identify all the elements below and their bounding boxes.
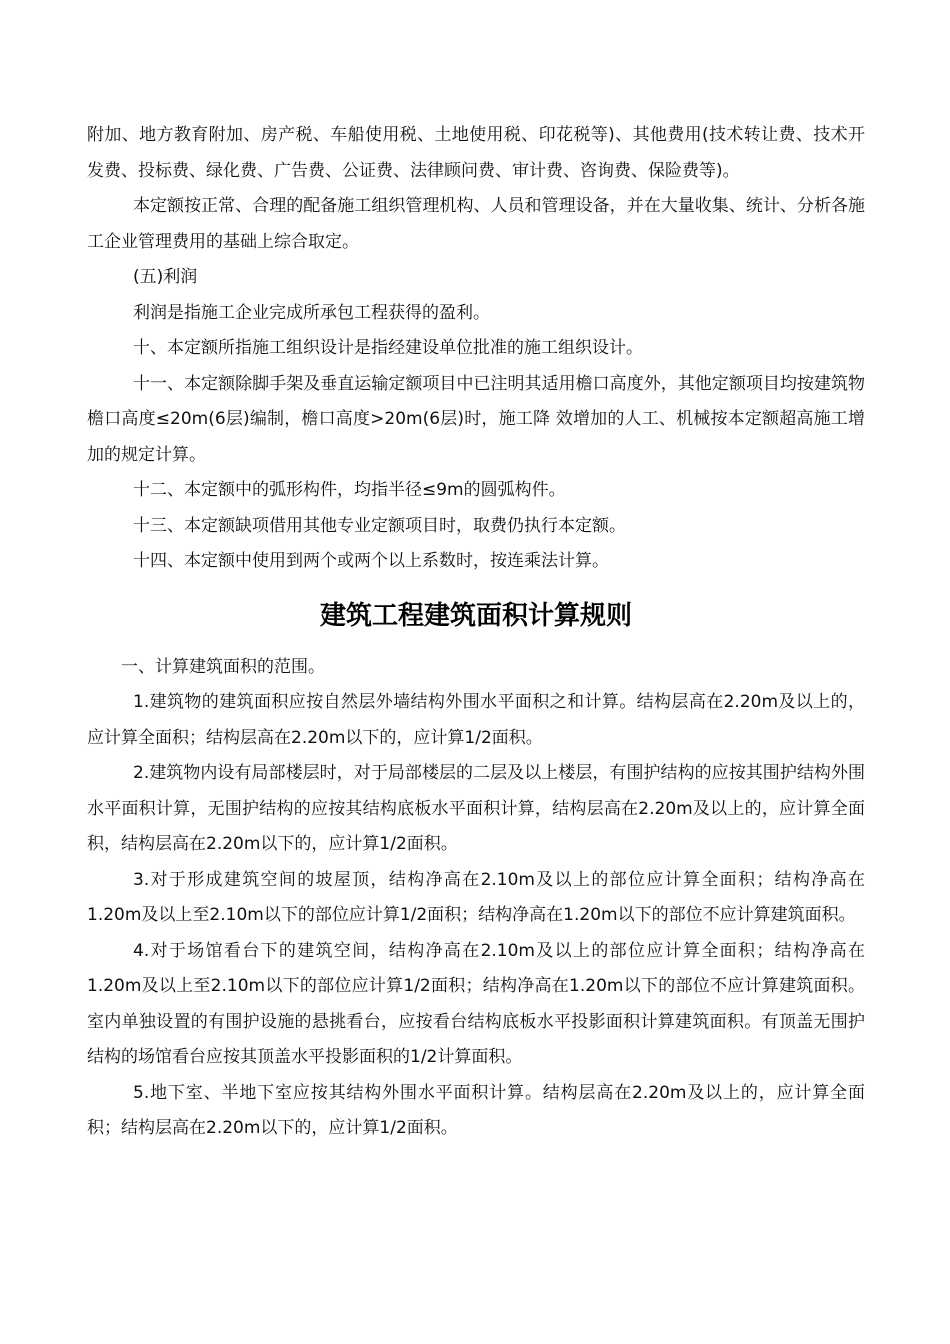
- rule-5: 5.地下室、半地下室应按其结构外围水平面积计算。结构层高在2.20m及以上的，应计算全面积；结构层高在2.20m以下的，应计算1/2面积。: [87, 1082, 865, 1138]
- paragraph-profit-definition: 利润是指施工企业完成所承包工程获得的盈利。: [133, 302, 490, 323]
- paragraph-management-fee-basis: 本定额按正常、合理的配备施工组织管理机构、人员和管理设备，并在大量收集、统计、分析各施工企业管理费用的基础上综合取定。: [87, 196, 865, 252]
- paragraph-item-13: 十三、本定额缺项借用其他专业定额项目时，取费仍执行本定额。: [133, 515, 626, 536]
- document-page: [87, 118, 865, 1147]
- section-title: 建筑工程建筑面积计算规则: [319, 600, 632, 631]
- paragraph-item-12: 十二、本定额中的弧形构件，均指半径≤9m的圆弧构件。: [133, 480, 566, 500]
- rule-2: 2.建筑物内设有局部楼层时，对于局部楼层的二层及以上楼层，有围护结构的应按其围护结构外围水平面积计算，无围护结构的应按其结构底板水平面积计算，结构层高在2.20m及以上的，应计算全面积，结构层高在2.20m以下的，应计算1/2面积。: [87, 763, 865, 854]
- rule-3: 3.对于形成建筑空间的坡屋顶，结构净高在2.10m及以上的部位应计算全面积；结构净高在1.20m及以上至2.10m以下的部位应计算1/2面积；结构净高在1.20m以下的部位不应计算建筑面积。: [87, 869, 865, 925]
- subheading-scope: 一、计算建筑面积的范围。: [121, 656, 325, 677]
- paragraph-item-11: 十一、本定额除脚手架及垂直运输定额项目中已注明其适用檐口高度外，其他定额项目均按建筑物檐口高度≤20m(6层)编制，檐口高度>20m(6层)时，施工降 效增加的人工、机械按本定额超高施工增加的规定计算。: [87, 373, 865, 465]
- rule-1: 1.建筑物的建筑面积应按自然层外墙结构外围水平面积之和计算。结构层高在2.20m及以上的，应计算全面积；结构层高在2.20m以下的，应计算1/2面积。: [87, 692, 865, 748]
- paragraph-item-14: 十四、本定额中使用到两个或两个以上系数时，按连乘法计算。: [133, 551, 609, 571]
- paragraph-item-10: 十、本定额所指施工组织设计是指经建设单位批准的施工组织设计。: [133, 338, 643, 358]
- heading-profit: (五)利润: [133, 267, 198, 287]
- paragraph-other-fees: 附加、地方教育附加、房产税、车船使用税、土地使用税、印花税等)、其他费用(技术转让费、技术开发费、投标费、绿化费、广告费、公证费、法律顾问费、审计费、咨询费、保险费等)。: [87, 125, 865, 181]
- rule-4: 4.对于场馆看台下的建筑空间，结构净高在2.10m及以上的部位应计算全面积；结构净高在1.20m及以上至2.10m以下的部位应计算1/2面积；结构净高在1.20m以下的部位不应计算建筑面积。室内单独设置的有围护设施的悬挑看台，应按看台结构底板水平投影面积计算建筑面积。有顶盖无围护结构的场馆看台应按其顶盖水平投影面积的1/2计算面积。: [87, 940, 865, 1067]
